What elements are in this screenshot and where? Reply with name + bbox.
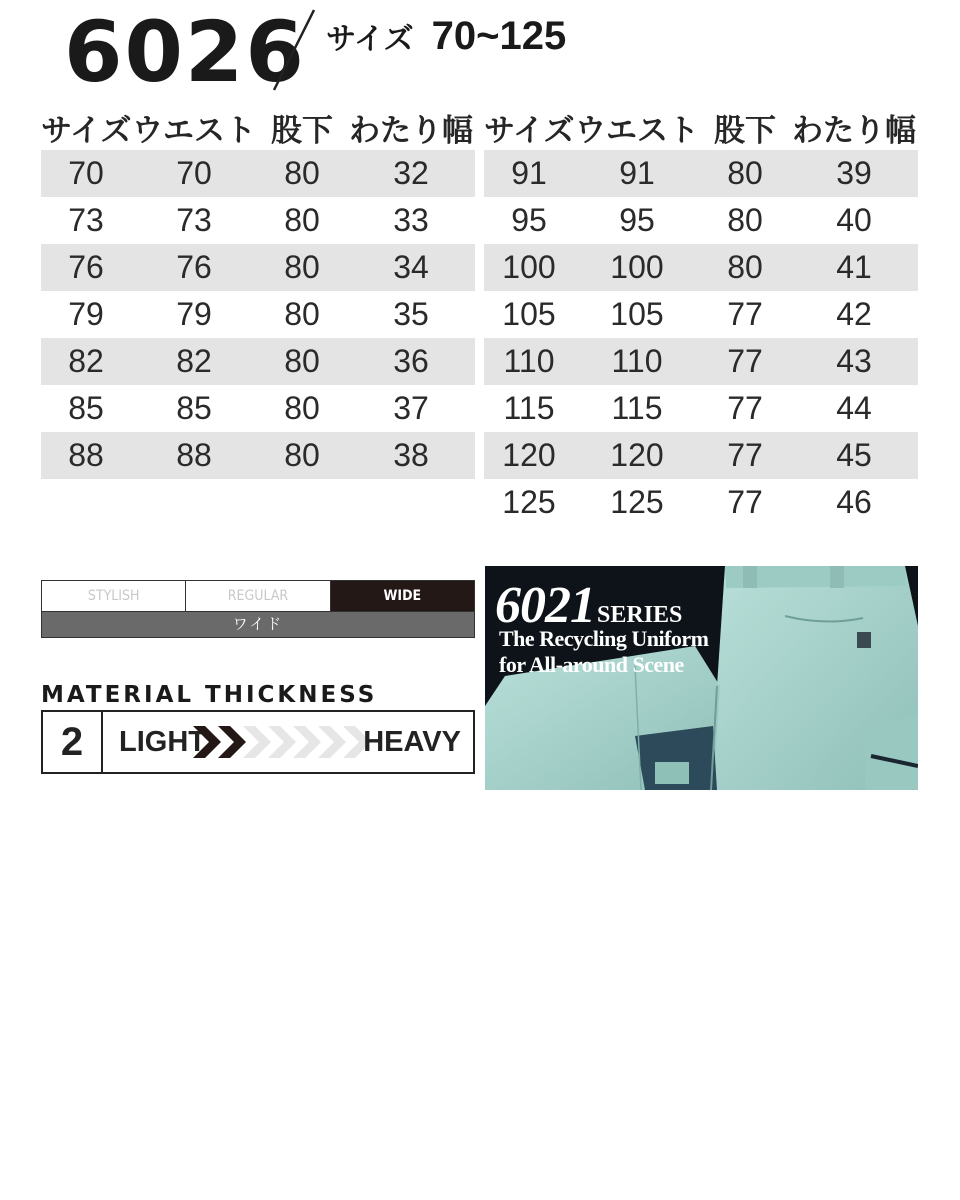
table-row: [484, 338, 918, 385]
cell-waist: 120: [610, 437, 664, 473]
header-waist: ウエスト: [575, 112, 699, 148]
table-row: [484, 432, 918, 479]
divider-slash: [268, 8, 318, 92]
cell-size: 115: [503, 390, 555, 426]
cell-waist: 105: [610, 296, 664, 332]
cell-inseam: 80: [727, 202, 763, 238]
cell-size: 110: [503, 343, 555, 379]
thickness-arrow-icon: [318, 726, 346, 758]
cell-inseam: 80: [284, 155, 320, 191]
cell-size: 88: [68, 437, 104, 473]
cell-waist: 125: [610, 484, 664, 520]
tagline-line-2: for All-around Scene: [499, 652, 684, 677]
fit-indicator: [41, 580, 475, 638]
cell-waist: 110: [611, 343, 663, 379]
cell-thigh: 46: [836, 484, 872, 520]
cell-size: 70: [68, 155, 104, 191]
header-thigh: わたり幅: [792, 112, 916, 148]
header-inseam: 股下: [271, 112, 333, 148]
thickness-arrow-icon: [293, 726, 321, 758]
cell-size: 76: [68, 249, 104, 285]
cell-inseam: 77: [727, 296, 763, 332]
cell-thigh: 37: [393, 390, 429, 426]
thickness-level: 2: [43, 712, 103, 772]
cell-inseam: 77: [727, 343, 763, 379]
header-size: サイズ: [484, 112, 575, 148]
cell-waist: 91: [619, 155, 655, 191]
size-range-label: サイズ: [326, 23, 414, 56]
table-row: [484, 479, 918, 526]
header-thigh: わたり幅: [349, 112, 473, 148]
cell-waist: 70: [176, 155, 212, 191]
cell-thigh: 33: [393, 202, 429, 238]
table-row: [41, 385, 475, 432]
table-row: [484, 150, 918, 197]
series-promo-banner[interactable]: [485, 566, 918, 790]
thickness-arrow-icon: [268, 726, 296, 758]
thickness-arrow-icon: [218, 726, 246, 758]
cell-inseam: 77: [727, 437, 763, 473]
cell-waist: 73: [176, 202, 212, 238]
series-number: 6021: [495, 577, 595, 634]
cell-thigh: 44: [836, 390, 872, 426]
cell-waist: 95: [619, 202, 655, 238]
cell-inseam: 80: [727, 155, 763, 191]
cell-size: 85: [68, 390, 104, 426]
cell-waist: 82: [176, 343, 212, 379]
size-table-left: [41, 104, 475, 479]
thickness-heavy-label: HEAVY: [363, 726, 461, 758]
header-size: サイズ: [41, 112, 132, 148]
cell-size: 125: [502, 484, 556, 520]
table-row: [41, 197, 475, 244]
table-row: [484, 244, 918, 291]
cell-waist: 76: [176, 249, 212, 285]
cell-size: 105: [502, 296, 556, 332]
cell-waist: 115: [611, 390, 663, 426]
fit-stylish: STYLISH: [42, 581, 186, 611]
material-thickness-title: MATERIAL THICKNESS: [41, 682, 378, 708]
cell-inseam: 77: [727, 390, 763, 426]
cell-thigh: 41: [836, 249, 872, 285]
table-row: [484, 291, 918, 338]
cell-size: 100: [502, 249, 556, 285]
cell-thigh: 45: [836, 437, 872, 473]
table-row: [41, 432, 475, 479]
table-row: [41, 291, 475, 338]
table-row: [41, 244, 475, 291]
header-inseam: 股下: [714, 112, 776, 148]
cell-size: 95: [511, 202, 547, 238]
header-waist: ウエスト: [132, 112, 256, 148]
cell-thigh: 32: [393, 155, 429, 191]
material-thickness-scale: [41, 710, 475, 774]
cell-size: 82: [68, 343, 104, 379]
table-row: [484, 385, 918, 432]
thickness-arrow-icon: [243, 726, 271, 758]
cell-inseam: 80: [284, 437, 320, 473]
cell-size: 79: [68, 296, 104, 332]
size-table-right: [484, 104, 918, 526]
table-row: [484, 197, 918, 244]
cell-inseam: 80: [284, 296, 320, 332]
cell-thigh: 40: [836, 202, 872, 238]
cell-inseam: 80: [284, 343, 320, 379]
fit-regular: REGULAR: [186, 581, 330, 611]
cell-thigh: 35: [393, 296, 429, 332]
table-row: [41, 338, 475, 385]
cell-inseam: 80: [284, 249, 320, 285]
cell-size: 120: [502, 437, 556, 473]
cell-inseam: 77: [727, 484, 763, 520]
table-row: [41, 150, 475, 197]
cell-inseam: 80: [284, 202, 320, 238]
cell-waist: 88: [176, 437, 212, 473]
series-label: SERIES: [597, 602, 683, 628]
model-number: 6026: [64, 3, 306, 101]
table-header: [484, 104, 918, 150]
series-tagline: [499, 626, 708, 678]
thickness-arrow-icon: [193, 726, 221, 758]
tagline-line-1: The Recycling Uniform: [499, 626, 709, 651]
cell-size: 73: [68, 202, 104, 238]
cell-size: 91: [511, 155, 547, 191]
thickness-light-label: LIGHT: [119, 726, 206, 758]
cell-waist: 85: [176, 390, 212, 426]
fit-wide: WIDE: [331, 581, 474, 611]
cell-waist: 100: [610, 249, 664, 285]
cell-thigh: 34: [393, 249, 429, 285]
cell-thigh: 36: [393, 343, 429, 379]
cell-inseam: 80: [284, 390, 320, 426]
cell-inseam: 80: [727, 249, 763, 285]
size-range-value: 70~125: [431, 14, 567, 58]
fit-selected-jp: ワイド: [42, 612, 474, 637]
cell-thigh: 42: [836, 296, 872, 332]
cell-waist: 79: [176, 296, 212, 332]
size-range-heading: [326, 12, 566, 64]
table-header: [41, 104, 475, 150]
cell-thigh: 39: [836, 155, 872, 191]
cell-thigh: 43: [836, 343, 872, 379]
cell-thigh: 38: [393, 437, 429, 473]
